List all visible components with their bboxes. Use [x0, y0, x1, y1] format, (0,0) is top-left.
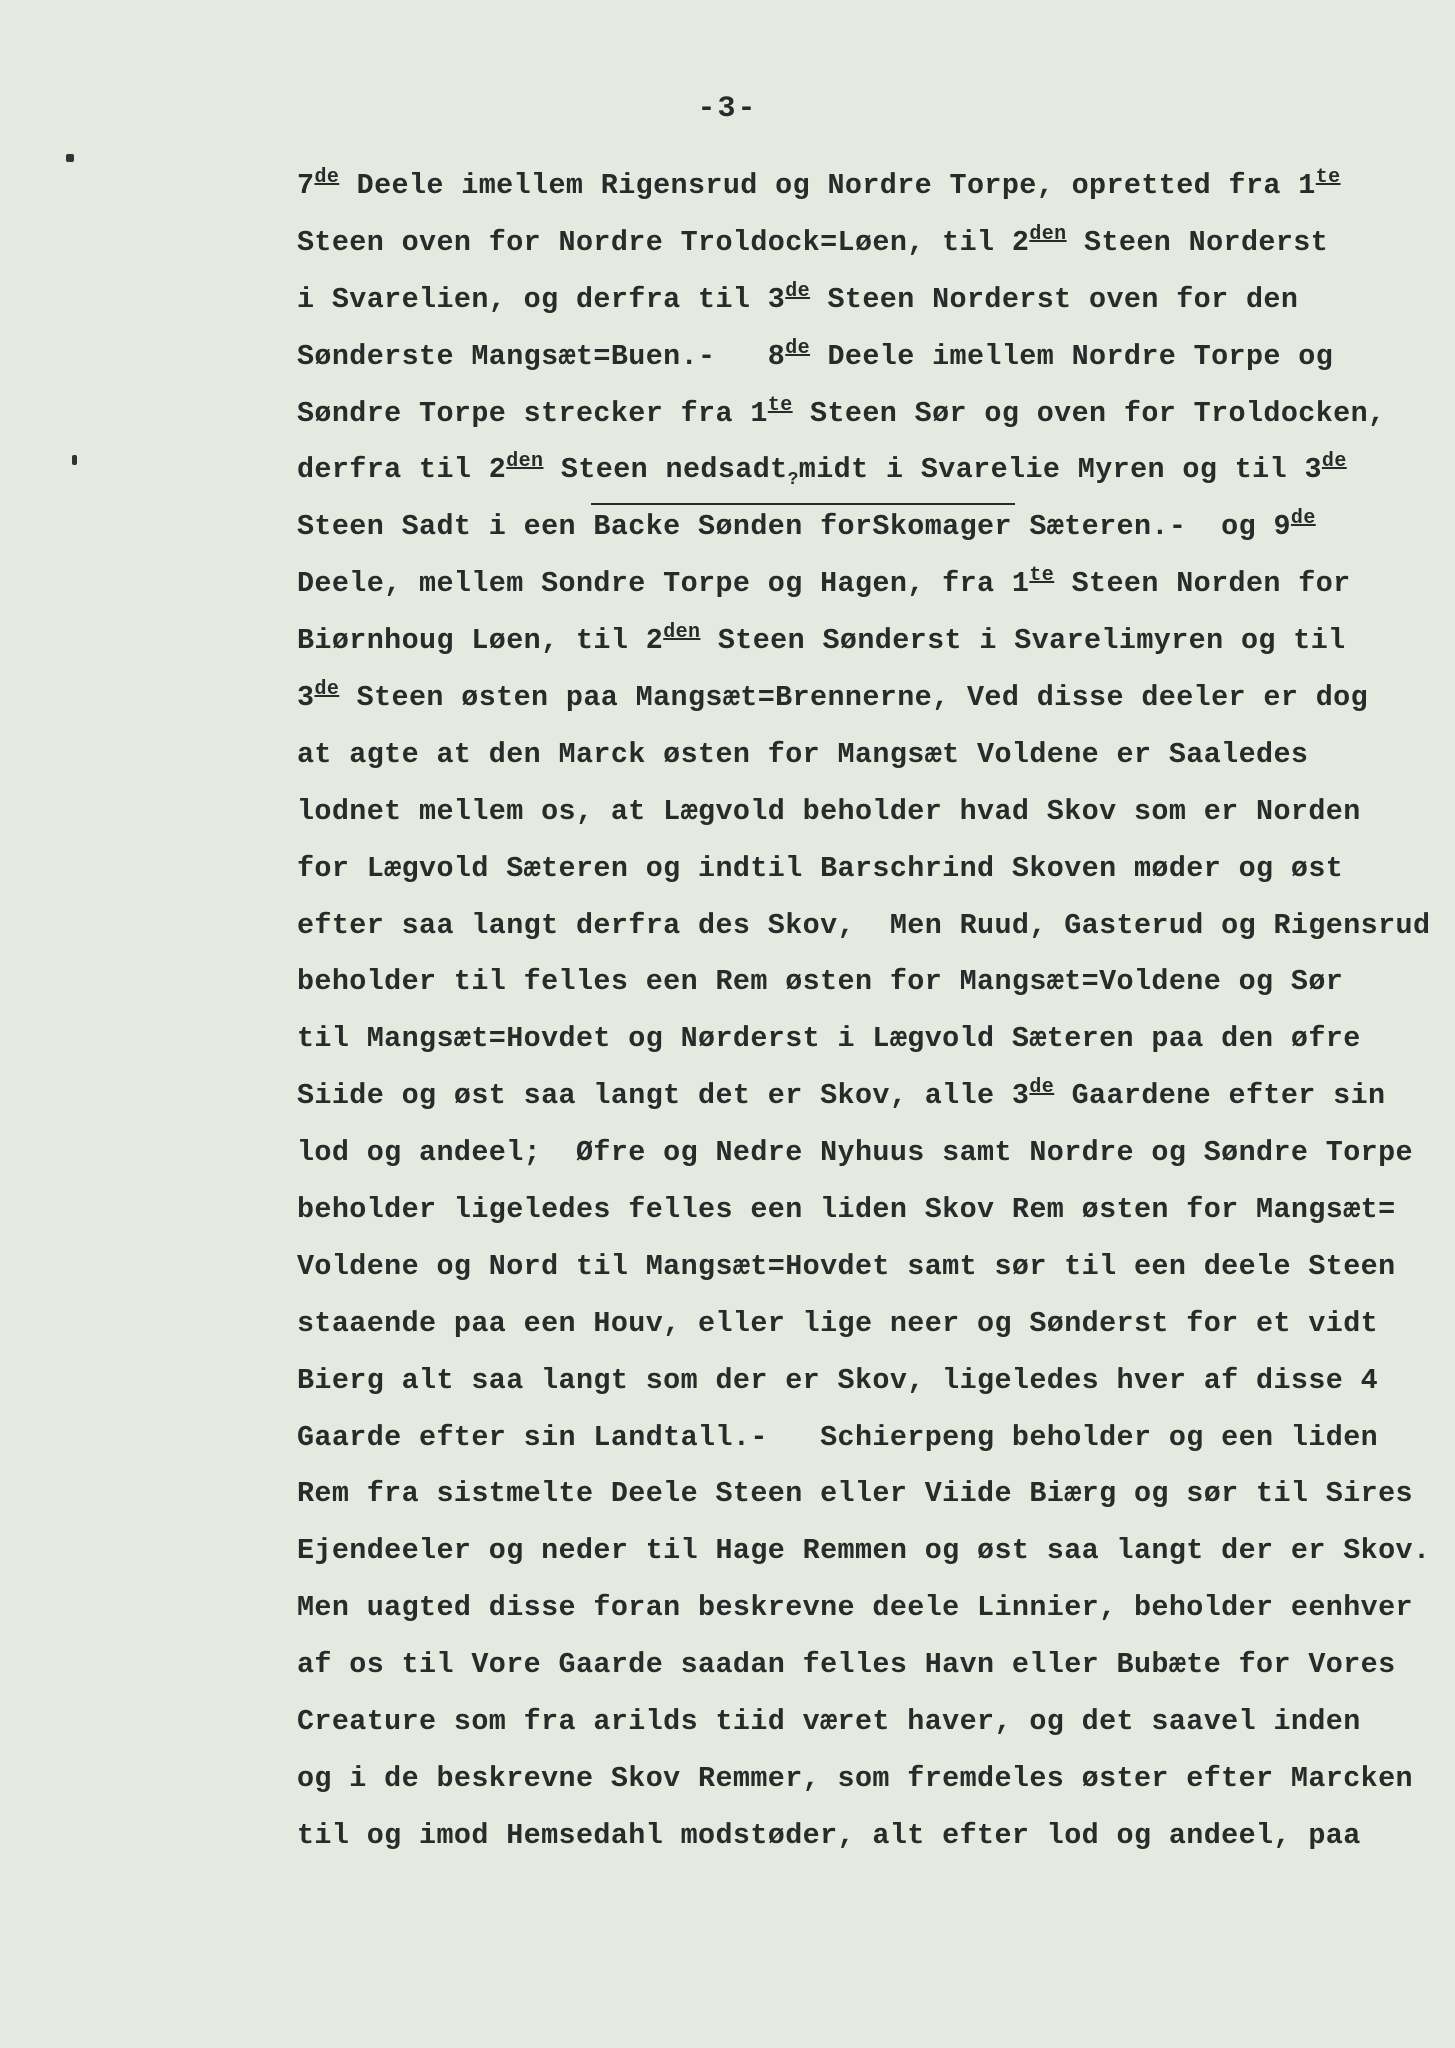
ordinal-superscript: den [663, 621, 701, 645]
text-line [297, 1523, 1437, 1580]
text-run: Deele, mellem Sondre Torpe og Hagen, fra 1 [297, 567, 1030, 601]
text-line [297, 158, 1437, 215]
document-body [297, 158, 1437, 1865]
text-line [297, 784, 1437, 841]
text-line [297, 1694, 1437, 1751]
text-run: 7 [297, 169, 315, 202]
text-run: Ejendeeler og neder til Hage Remmen og øst saa langt der er Skov. [297, 1534, 1431, 1568]
text-run: og i de beskrevne Skov Remmer, som fremdeles øster efter Marcken [297, 1761, 1413, 1795]
ordinal-superscript: de [1029, 1076, 1055, 1100]
ordinal-superscript: den [1029, 222, 1067, 246]
text-run: Deele imellem Nordre Torpe og [810, 339, 1334, 373]
text-run: til Mangsæt=Hovdet og Nørderst i Lægvold Sæteren paa den øfre [297, 1022, 1361, 1056]
text-run: beholder til felles een Rem østen for Mangsæt=Voldene og Sør [297, 965, 1344, 999]
ordinal-superscript: de [785, 336, 811, 360]
text-line [297, 1637, 1437, 1694]
text-run: for Lægvold Sæteren og indtil Barschrind Skoven møder og øst [297, 851, 1344, 885]
text-line [297, 329, 1437, 386]
query-mark: ? [787, 470, 799, 491]
ordinal-superscript: te [767, 393, 793, 417]
text-line [297, 670, 1437, 727]
text-line [297, 1580, 1437, 1637]
text-line [297, 613, 1437, 670]
text-line [297, 1296, 1437, 1353]
text-line [297, 215, 1437, 272]
text-line [297, 841, 1437, 898]
text-run: af os til Vore Gaarde saadan felles Havn eller Bubæte for Vores [297, 1648, 1396, 1682]
ordinal-superscript: de [1321, 450, 1347, 474]
text-line [297, 954, 1437, 1011]
text-line [297, 1353, 1437, 1410]
ordinal-superscript: den [506, 450, 544, 474]
ordinal-superscript: de [1290, 507, 1316, 531]
text-line [297, 386, 1437, 443]
text-run: Steen Sør og oven for Troldocken, [792, 396, 1386, 430]
text-run: lod og andeel; Øfre og Nedre Nyhuus samt Nordre og Søndre Torpe [297, 1136, 1413, 1170]
text-line [297, 898, 1437, 955]
text-run: Steen Norderst [1066, 225, 1329, 259]
text-run: Steen østen paa Mangsæt=Brennerne, Ved disse deeler er dog [339, 681, 1369, 715]
text-run: 3 [297, 681, 315, 715]
text-run: Biørnhoug Løen, til 2 [297, 624, 664, 658]
ordinal-superscript: te [1029, 564, 1055, 588]
text-run: Steen Norden for [1054, 567, 1351, 601]
text-run: Creature som fra arilds tiid været haver, og det saavel inden [297, 1705, 1361, 1739]
page-number: -3- [697, 92, 758, 126]
text-run: staaende paa een Houv, eller lige neer og Sønderst for et vidt [297, 1306, 1379, 1340]
text-run: midt i Svarelie Myren og til 3 [798, 453, 1322, 487]
text-run: beholder ligeledes felles een liden Skov Rem østen for Mangsæt= [297, 1193, 1396, 1227]
text-run: Søndre Torpe strecker fra 1 [297, 396, 768, 430]
margin-mark [72, 455, 77, 465]
text-run: Rem fra sistmelte Deele Steen eller Viide Biærg og sør til Sires [297, 1477, 1413, 1511]
ordinal-superscript: te [1315, 166, 1341, 189]
ordinal-superscript: de [785, 279, 811, 303]
text-run: Steen Sønderst i Svarelimyren og til [700, 624, 1346, 658]
text-line [297, 727, 1437, 784]
text-run: Deele imellem Rigensrud og Nordre Torpe, opretted fra 1 [339, 169, 1316, 202]
ordinal-superscript: de [314, 166, 340, 189]
text-line [297, 1808, 1437, 1865]
text-line [297, 1182, 1437, 1239]
text-run: i Svarelien, og derfra til 3 [297, 282, 786, 316]
text-line [297, 1751, 1437, 1808]
text-line [297, 556, 1437, 613]
text-run: Gaardene efter sin [1054, 1079, 1386, 1113]
text-run: lodnet mellem os, at Lægvold beholder hvad Skov som er Norden [297, 794, 1361, 828]
text-line [297, 1125, 1437, 1182]
text-run: Steen oven for Nordre Troldock=Løen, til 2 [297, 225, 1030, 259]
text-line [297, 1239, 1437, 1296]
text-run: Gaarde efter sin Landtall.- Schierpeng beholder og een liden [297, 1420, 1379, 1454]
text-line [297, 499, 1437, 556]
text-run: Voldene og Nord til Mangsæt=Hovdet samt sør til een deele Steen [297, 1249, 1396, 1283]
text-run: efter saa langt derfra des Skov, Men Ruud, Gasterud og Rigensrud [297, 908, 1431, 942]
text-run: til og imod Hemsedahl modstøder, alt efter lod og andeel, paa [297, 1818, 1361, 1852]
ordinal-superscript: de [314, 678, 340, 702]
text-run: Steen Norderst oven for den [810, 282, 1299, 316]
text-run: at agte at den Marck østen for Mangsæt Voldene er Saaledes [297, 737, 1309, 771]
text-run: Men uagted disse foran beskrevne deele Linnier, beholder eenhver [297, 1591, 1413, 1625]
text-run: Siide og øst saa langt det er Skov, alle 3 [297, 1079, 1030, 1113]
text-line [297, 272, 1437, 329]
text-line [297, 1068, 1437, 1125]
text-run: Steen nedsadt [543, 453, 788, 487]
text-run: Bierg alt saa langt som der er Skov, ligeledes hver af disse 4 [297, 1363, 1379, 1397]
text-run: Steen Sadt i een Backe Sønden forSkomager Sæteren.- og 9 [297, 510, 1291, 544]
text-line [297, 1011, 1437, 1068]
text-line [297, 1466, 1437, 1523]
margin-mark [66, 154, 74, 162]
text-line [297, 1410, 1437, 1467]
text-run: Sønderste Mangsæt=Buen.- 8 [297, 339, 786, 373]
text-line [297, 442, 1437, 499]
text-run: derfra til 2 [297, 453, 507, 487]
